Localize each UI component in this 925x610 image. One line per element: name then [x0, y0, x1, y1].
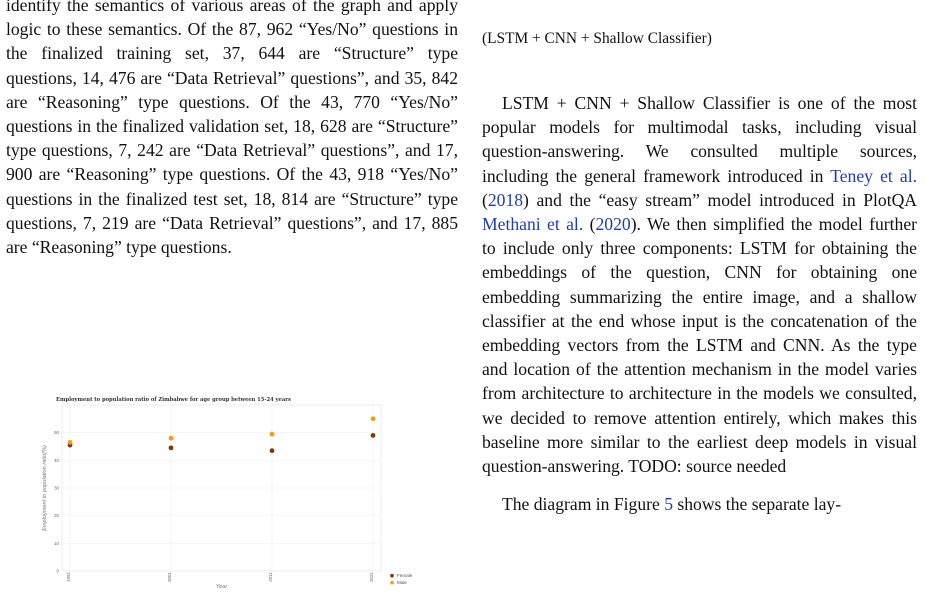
- text-run: LSTM + CNN + Shallow Classifier is one of the most popular models for multimodal tasks, including visual question-answering. We consulted multiple sources, including the general framework introduced in: [482, 93, 917, 186]
- y-tick-label: 30: [54, 485, 59, 491]
- data-point-female: [169, 445, 174, 450]
- count-validation-retrieval: 7, 242: [118, 140, 164, 161]
- count-training-total: 87, 962: [239, 19, 294, 40]
- text-run: The diagram in Figure: [502, 494, 665, 515]
- text-run: “Yes/No” questions in the finalized test set,: [6, 164, 458, 209]
- data-point-male: [270, 432, 275, 437]
- section-heading: (LSTM + CNN + Shallow Classifier): [482, 30, 712, 47]
- text-run: “Yes/No” questions in the finalized validation set,: [6, 91, 458, 137]
- count-test-reasoning: 17, 885: [403, 212, 459, 233]
- citation-methani[interactable]: Methani et al.: [482, 214, 584, 235]
- legend-marker-male: [390, 581, 394, 585]
- y-tick-label: 20: [54, 513, 59, 519]
- legend-marker-female: [390, 574, 394, 578]
- text-run: ). We then simplified the model further to include only three components: LSTM for obtaining the embeddings of the question, CNN for obtaining one embedding summarizing the entire image, and a shallow classifier at the end whose input is the concatenation of the embedding vectors from the LSTM and CNN. As the type and location of the attention mechanism in the model varies from architecture to architecture in the models we consulted, we decided to remove attention entirely, which makes this baseline more similar to the earliest deep models in visual question-answering. TODO: source needed: [482, 214, 917, 477]
- citation-methani-year[interactable]: 2020: [595, 214, 631, 235]
- figure-chart: [36, 393, 431, 591]
- count-test-total: 43, 918: [329, 164, 385, 185]
- left-paragraph: [6, 0, 458, 259]
- x-tick-label: 1991: [66, 572, 71, 582]
- text-run: are “Structure” type questions,: [6, 43, 458, 88]
- text-run: are “Structure” type questions,: [6, 188, 459, 233]
- scatter-chart: [36, 393, 431, 591]
- right-paragraph-1: [482, 91, 917, 478]
- text-run: (: [482, 189, 488, 210]
- text-run: are “Data Retrieval” questions”, and: [135, 67, 405, 88]
- text-run: are “Reasoning” type questions. Of the: [32, 164, 330, 185]
- y-tick-label: 0: [56, 568, 59, 574]
- citation-teney-year[interactable]: 2018: [487, 189, 524, 210]
- citation-teney[interactable]: Teney et al.: [830, 165, 917, 186]
- right-column: [482, 0, 917, 516]
- text-run: are “Reasoning” type questions.: [6, 237, 232, 258]
- right-paragraph-2: [482, 492, 917, 516]
- count-test-retrieval: 7, 219: [82, 212, 129, 233]
- text-run: (: [583, 214, 596, 235]
- text-run: are “Data Retrieval” questions”, and: [128, 212, 404, 233]
- figure-reference[interactable]: 5: [664, 494, 674, 515]
- data-point-female: [371, 433, 376, 438]
- text-run: “Yes/No” questions in the finalized training set,: [6, 19, 458, 64]
- x-tick-label: 2011: [268, 572, 273, 582]
- count-training-reasoning: 35, 842: [404, 67, 458, 88]
- y-axis-label: Employment to population ratio(%): [42, 445, 48, 531]
- x-axis-label: Year: [215, 584, 228, 590]
- text-run: are “Structure” type questions,: [6, 116, 458, 161]
- count-validation-structure: 18, 628: [293, 116, 347, 137]
- count-validation-total: 43, 770: [321, 91, 380, 112]
- x-tick-label: 2021: [369, 572, 374, 582]
- left-column: [6, 0, 458, 259]
- count-test-structure: 18, 814: [253, 188, 309, 209]
- x-tick-label: 2001: [167, 572, 172, 582]
- data-point-male: [68, 440, 73, 445]
- count-training-structure: 37, 644: [222, 43, 285, 64]
- count-validation-reasoning: 17, 900: [6, 140, 458, 185]
- legend-label-male: Male: [397, 580, 407, 585]
- chart-title: Employment to population ratio of Zimbabwe for age group between 15-24 years: [56, 397, 291, 403]
- data-point-female: [270, 448, 275, 453]
- legend-label-female: Female: [397, 573, 413, 578]
- y-tick-label: 10: [54, 540, 59, 546]
- text-run: shows the separate lay-: [673, 494, 842, 515]
- text-run: are “Data Retrieval” questions”, and: [163, 140, 436, 161]
- data-point-male: [169, 436, 174, 441]
- count-training-retrieval: 14, 476: [81, 67, 136, 88]
- y-tick-label: 40: [54, 457, 59, 463]
- y-tick-label: 50: [54, 430, 59, 436]
- data-point-male: [371, 416, 376, 421]
- text-run: are “Reasoning” type questions. Of the: [6, 91, 322, 112]
- text-run: identify the semantics of various areas of the graph and apply logic to these semantics. Of the: [6, 0, 458, 40]
- text-run: ) and the “easy stream” model introduced in PlotQA: [523, 189, 917, 210]
